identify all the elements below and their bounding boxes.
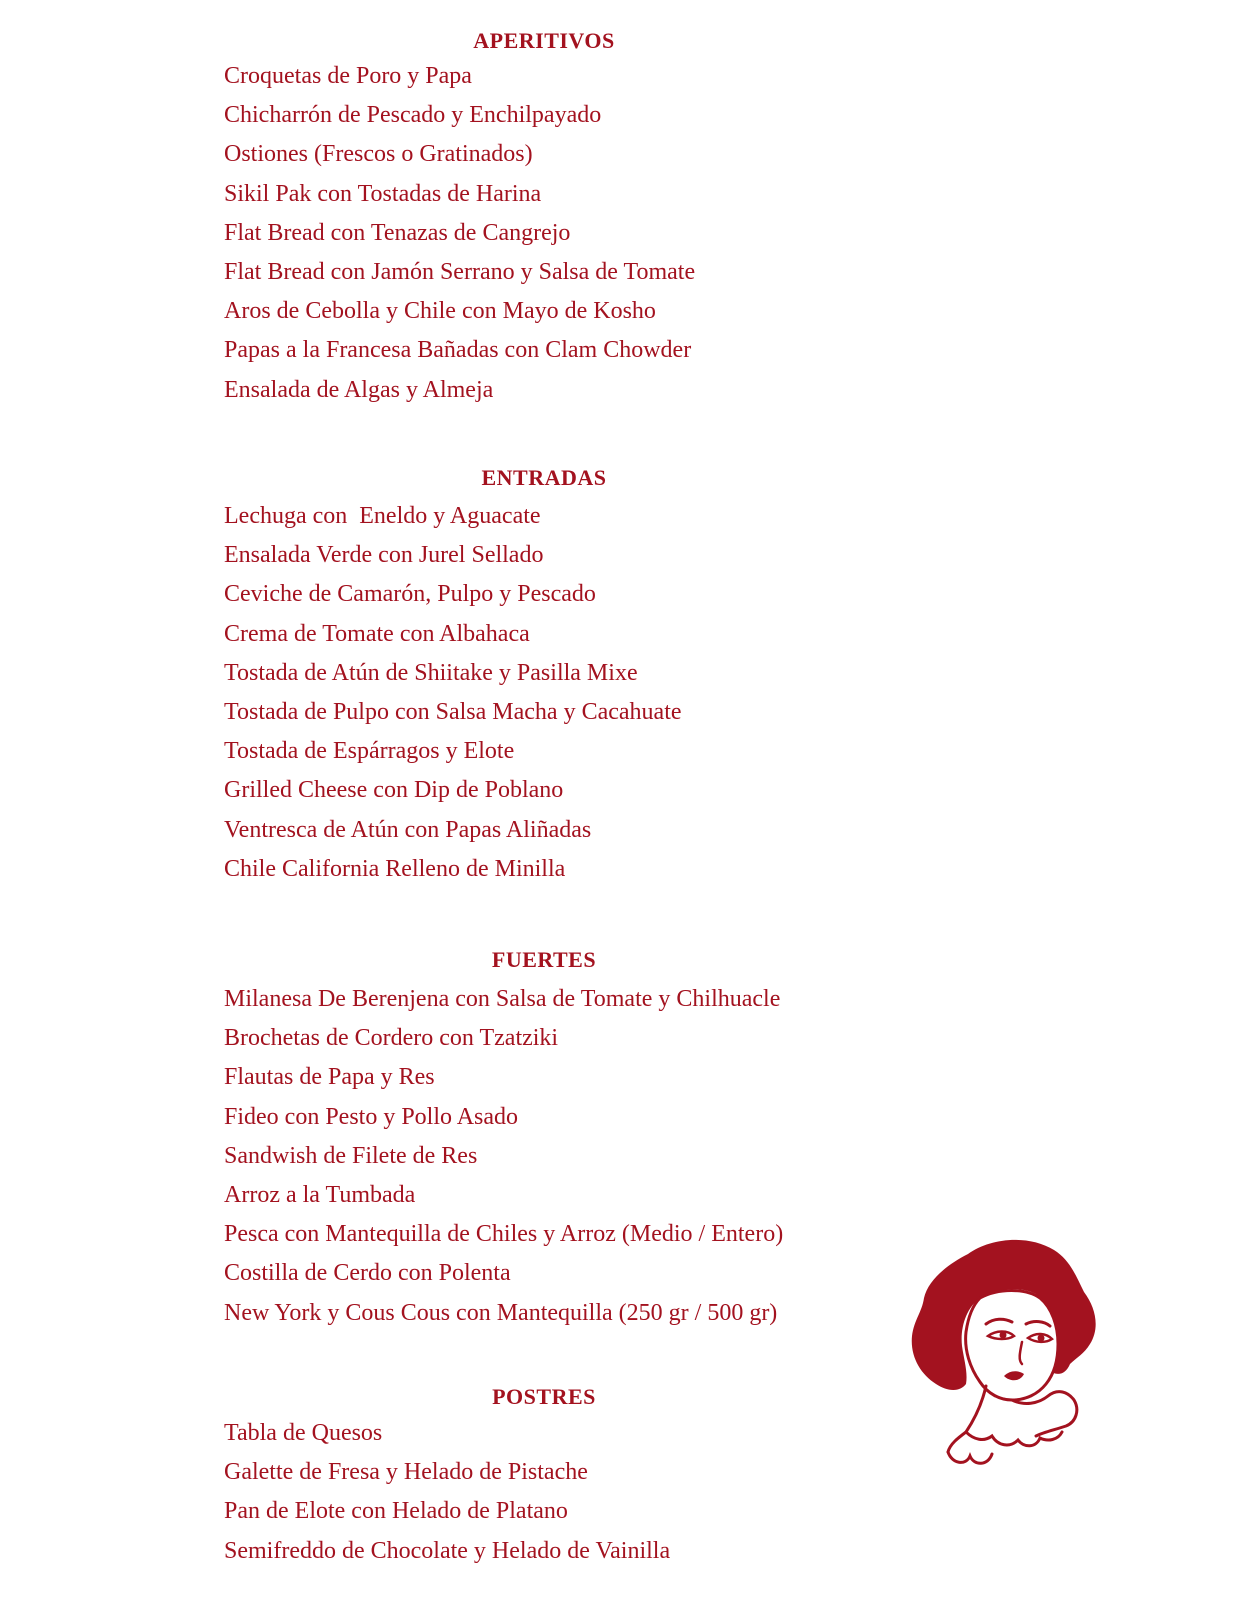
shoulder-line (948, 1432, 966, 1452)
menu-item: Chile California Relleno de Minilla (224, 855, 566, 882)
menu-item: Tostada de Pulpo con Salsa Macha y Cacahuate (224, 698, 682, 725)
menu-item: Arroz a la Tumbada (224, 1181, 416, 1208)
left-pupil (1000, 1332, 1007, 1339)
menu-item: Tabla de Quesos (224, 1420, 383, 1446)
neck-line-left (966, 1386, 986, 1432)
menu-item: Ensalada de Algas y Almeja (224, 376, 494, 403)
menu-item: Costilla de Cerdo con Polenta (224, 1260, 511, 1287)
menu-item: Ostiones (Frescos o Gratinados) (224, 141, 533, 168)
menu-item: Crema de Tomate con Albahaca (224, 620, 530, 647)
face-shape (966, 1291, 1058, 1401)
section-title-postres: POSTRES (492, 1384, 596, 1409)
menu-item: Lechuga con Eneldo y Aguacate (224, 503, 541, 529)
items-postres (224, 1414, 670, 1571)
menu-item: Papas a la Francesa Bañadas con Clam Chowder (224, 337, 692, 364)
menu-item: Flat Bread con Jamón Serrano y Salsa de Tomate (224, 258, 696, 285)
menu-item: Sandwish de Filete de Res (224, 1142, 478, 1169)
menu-item: Ensalada Verde con Jurel Sellado (224, 542, 544, 569)
section-title-fuertes: FUERTES (491, 947, 597, 972)
menu-item: Brochetas de Cordero con Tzatziki (224, 1025, 559, 1052)
collar-outline (966, 1432, 1062, 1446)
menu-item: New York y Cous Cous con Mantequilla (250 gr / 500 gr) (224, 1299, 778, 1326)
woman-portrait-icon (908, 1236, 1118, 1476)
menu-item: Flat Bread con Tenazas de Cangrejo (224, 219, 571, 246)
menu-item: Aros de Cebolla y Chile con Mayo de Kosho (224, 298, 656, 325)
menu-item: Sikil Pak con Tostadas de Harina (224, 180, 542, 207)
items-entradas (224, 497, 682, 889)
section-title-aperitivos: APERITIVOS (473, 28, 615, 53)
ruffle-outline (948, 1452, 992, 1463)
right-pupil (1038, 1335, 1045, 1342)
menu-item: Chicharrón de Pescado y Enchilpayado (224, 102, 602, 129)
items-aperitivos (224, 57, 695, 410)
menu-item: Tostada de Atún de Shiitake y Pasilla Mixe (224, 659, 638, 686)
section-title-entradas: ENTRADAS (481, 465, 607, 490)
menu-item: Milanesa De Berenjena con Salsa de Tomate y Chilhuacle (224, 986, 781, 1012)
menu-item: Croquetas de Poro y Papa (224, 63, 472, 89)
menu-item: Flautas de Papa y Res (224, 1064, 435, 1091)
menu-item: Pesca con Mantequilla de Chiles y Arroz (Medio / Entero) (224, 1221, 784, 1248)
menu-item: Ventresca de Atún con Papas Aliñadas (224, 816, 592, 843)
menu-item: Fideo con Pesto y Pollo Asado (224, 1103, 519, 1130)
menu-item: Tostada de Espárragos y Elote (224, 738, 515, 765)
menu-item: Pan de Elote con Helado de Platano (224, 1498, 568, 1525)
menu-item: Grilled Cheese con Dip de Poblano (224, 777, 564, 804)
menu-item: Semifreddo de Chocolate y Helado de Vainilla (224, 1537, 671, 1564)
items-fuertes (224, 980, 783, 1333)
menu-item: Ceviche de Camarón, Pulpo y Pescado (224, 581, 596, 608)
menu-item: Galette de Fresa y Helado de Pistache (224, 1459, 588, 1486)
